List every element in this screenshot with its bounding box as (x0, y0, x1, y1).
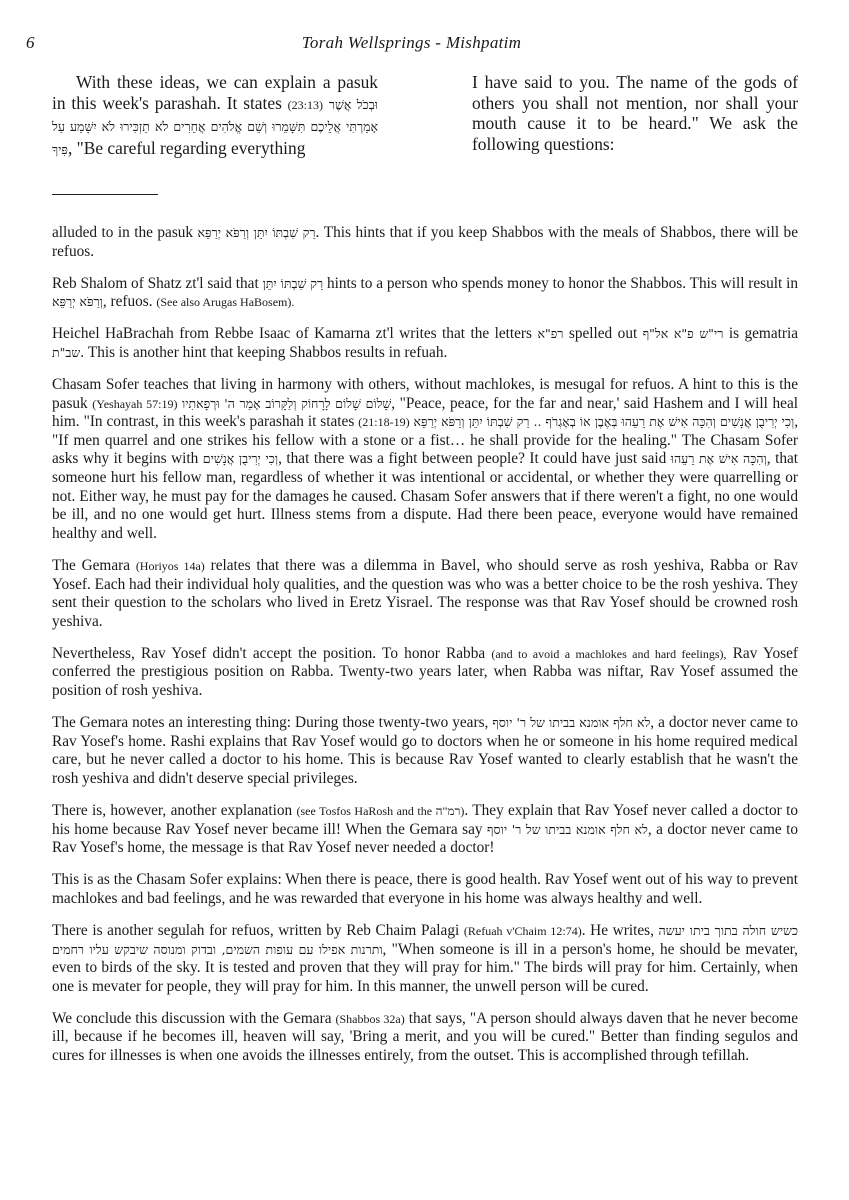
text-run: that says, "A person should always daven that he never become ill, because if he becomes ill, heaven will say, 'Bring a merit, and you will be cured." Better than finding segulos and cures for illnesses is when one avoids the illnesses entirely, from the outset. This is accomplished through tefillah. (52, 1009, 798, 1064)
paragraph (52, 922, 798, 996)
text-run: relates that there was a dilemma in Bavel, who should serve as rosh yeshiva, Rabba or Rav Yosef. Each had their individual holy qualities, and the question was who was a better choice to be the rosh yeshiva. They sent their question to the scholars who lived in Eretz Yisrael. The response was that Rav Yosef should be crowned rosh yeshiva. (52, 556, 799, 630)
footnote-separator (52, 194, 158, 195)
source-citation: (Refuah v'Chaim 12:74) (463, 923, 582, 938)
running-header (26, 33, 797, 57)
hebrew-quote: וְכִי יְרִיבֻן אֲנָשִׁים (202, 451, 279, 467)
text-run: Nevertheless, Rav Yosef didn't accept the position. To honor Rabba (52, 644, 492, 662)
text-run: This is as the Chasam Sofer explains: When there is peace, there is good health. Rav Yosef went out of his way to prevent machlokes and bad feelings, and he was rewarded that everyone in his home was always healthy and well. (52, 871, 798, 907)
paragraph (52, 1010, 798, 1066)
paragraph (52, 645, 798, 701)
text-run: spelled out (563, 325, 643, 343)
page-number: 6 (26, 33, 35, 52)
paragraph (52, 325, 798, 362)
text-run: , that there was a fight between people? It could have just said (278, 450, 671, 468)
footnote-body (52, 224, 798, 1079)
running-title: Torah Wellsprings - Mishpatim (301, 33, 522, 52)
paragraph (52, 557, 798, 631)
text-run: Reb Shalom of Shatz zt'l said that (52, 274, 263, 292)
hebrew-quote: רי"ש פ"א אל"ף (642, 326, 724, 342)
text-run: hints to a person who spends money to honor the Shabbos. This will result in (323, 274, 798, 292)
text-run: , a doctor never came to Rav Yosef's home, the message is that Rav Yosef never needed a doctor! (52, 820, 798, 857)
paragraph (52, 224, 798, 261)
text-run: , "Peace, peace, for the far and near,' said Hashem and I will heal him. "In contrast, in this week's parashah it states (52, 394, 798, 431)
hebrew-quote: וּבְכֹל אֲשֶׁר אָמַרְתִּי אֲלֵיכֶם תִּשָּׁמֵרוּ וְשֵׁם אֱלֹהִים אֲחֵרִים לֹא תַזְכִּירוּ לֹא יִשָּׁמַע עַל פִּיךָ (52, 96, 378, 157)
source-citation: (and to avoid a machlokes and hard feelings), (491, 646, 727, 661)
text-run: We conclude this discussion with the Gemara (52, 1009, 336, 1027)
text-run: , "When someone is ill in a person's home, he should be mevater, even to birds of the sky. It is tested and proven that they will pray for him." The birds will pray for him. Certainly, when one is mevater for people, they will pray for him. In this manner, the unwell person will be cured. (52, 940, 798, 995)
hebrew-quote: רַק שִׁבְתּוֹ יִתֵּן (262, 275, 324, 291)
left-column (52, 72, 378, 160)
hebrew-quote: רפ"א (537, 326, 564, 342)
text-run: , refuos. (102, 293, 157, 311)
paragraph (52, 376, 798, 543)
source-citation: (Shabbos 32a) (335, 1011, 405, 1026)
source-citation: (21:18-19) (358, 415, 410, 430)
source-citation: (23:13) (287, 97, 323, 112)
paragraph (52, 714, 798, 788)
hebrew-quote: שב"ת (52, 344, 81, 360)
hebrew-quote: לא חלף אומנא בביתו של ר' יוסף (487, 821, 648, 837)
text-run: , "If men quarrel and one strikes his fellow with a stone or a fist… he shall provide for the healing." The Chasam Sofer asks why it begins with (52, 413, 799, 468)
text-run: Heichel HaBrachah from Rebbe Isaac of Kamarna zt'l writes that the letters (52, 325, 538, 343)
source-citation: (Horiyos 14a) (135, 558, 205, 573)
text-run: , a doctor never came to Rav Yosef's home. Rashi explains that Rav Yosef would go to doctors when he or someone in his home required medical care, but he never called a doctor to his home. This is because Rav Yosef wanted to clearly establish that he wasn't the rosh yeshiva and didn't deserve special privileges. (52, 714, 798, 787)
text-run: The Gemara (52, 556, 136, 574)
text-run: Rav Yosef conferred the prestigious position on Rabba. Twenty-two years later, when Rabba was niftar, Rav Yosef assumed the position of rosh yeshiva. (52, 644, 798, 699)
text-run: . This is another hint that keeping Shabbos results in refuah. (80, 343, 448, 361)
text-run: There is another segulah for refuos, written by Reb Chaim Palagi (52, 921, 464, 939)
paragraph (52, 275, 798, 312)
paragraph (52, 802, 798, 858)
text-run: , that someone hurt his fellow man, regardless of whether it was intentional or accidental, or whether they were quarrelling or not. Either way, he must pay for the damages he caused. Chasam Sofer answers that if there weren't a fight, no one would be ill, and no one would get hurt. Illness stems from a dispute. Had there been peace, everyone would have remained healthy and well. (52, 450, 799, 542)
text-run: With these ideas, we can explain a pasuk in this week's parashah. It states (52, 72, 378, 113)
hebrew-quote: כשיש חולה בתוך ביתו יעשה ותרנות אפילו עם עופות השמים, ובדוק ומנוסה שיבקש עליו רחמים (52, 922, 798, 957)
right-column (472, 72, 798, 160)
two-column-text (52, 72, 798, 160)
source-citation: (see Tosfos HaRosh and the רמ"ה) (296, 803, 465, 818)
text-run: is gematria (723, 325, 798, 343)
text-run: Chasam Sofer teaches that living in harmony with others, without machlokes, is mesugal for refuos. A hint to this is the pasuk (52, 376, 798, 412)
hebrew-quote: וְרַפֹּא יְרַפֵּא (52, 294, 103, 310)
text-run: , "Be careful regarding everything (67, 137, 306, 158)
text-run: The Gemara notes an interesting thing: During those twenty-two years, (52, 714, 493, 732)
text-run: . He writes, (581, 921, 659, 939)
source-citation: (Yeshayah 57:19) (92, 396, 178, 411)
text-run: I have said to you. The name of the gods of others you shall not mention, nor shall your mouth cause it to be heard." We ask the following questions: (472, 72, 798, 154)
text-run: There is, however, another explanation (52, 801, 297, 819)
paragraph (52, 871, 798, 908)
hebrew-quote: לא חלף אומנא בביתו של ר' יוסף (492, 715, 651, 731)
hebrew-quote: וְכִי יְרִיבֻן אֲנָשִׁים וְהִכָּה אִישׁ אֶת רֵעֵהוּ בְּאֶבֶן אוֹ בְאֶגְרֹף .. רַק שִׁבְתּוֹ יִתֵּן וְרַפֹּא יְרַפֵּא (413, 414, 795, 430)
text-run: . This hints that if you keep Shabbos with the meals of Shabbos, there will be refuos. (52, 224, 798, 260)
source-citation: (See also Arugas HaBosem). (156, 295, 295, 310)
text-run: . They explain that Rav Yosef never called a doctor to his home because Rav Yosef never became ill! When the Gemara say (52, 801, 798, 838)
hebrew-quote: שָׁלוֹם שָׁלוֹם לָרָחוֹק וְלַקָּרוֹב אָמַר ה' וּרְפָאתִיו (182, 395, 392, 411)
text-run: alluded to in the pasuk (52, 224, 198, 241)
hebrew-quote: וְהִכָּה אִישׁ אֶת רֵעֵהוּ (670, 451, 767, 467)
hebrew-quote: רַק שִׁבְתּוֹ יִתֵּן וְרַפֹּא יְרַפֵּא (197, 225, 316, 240)
